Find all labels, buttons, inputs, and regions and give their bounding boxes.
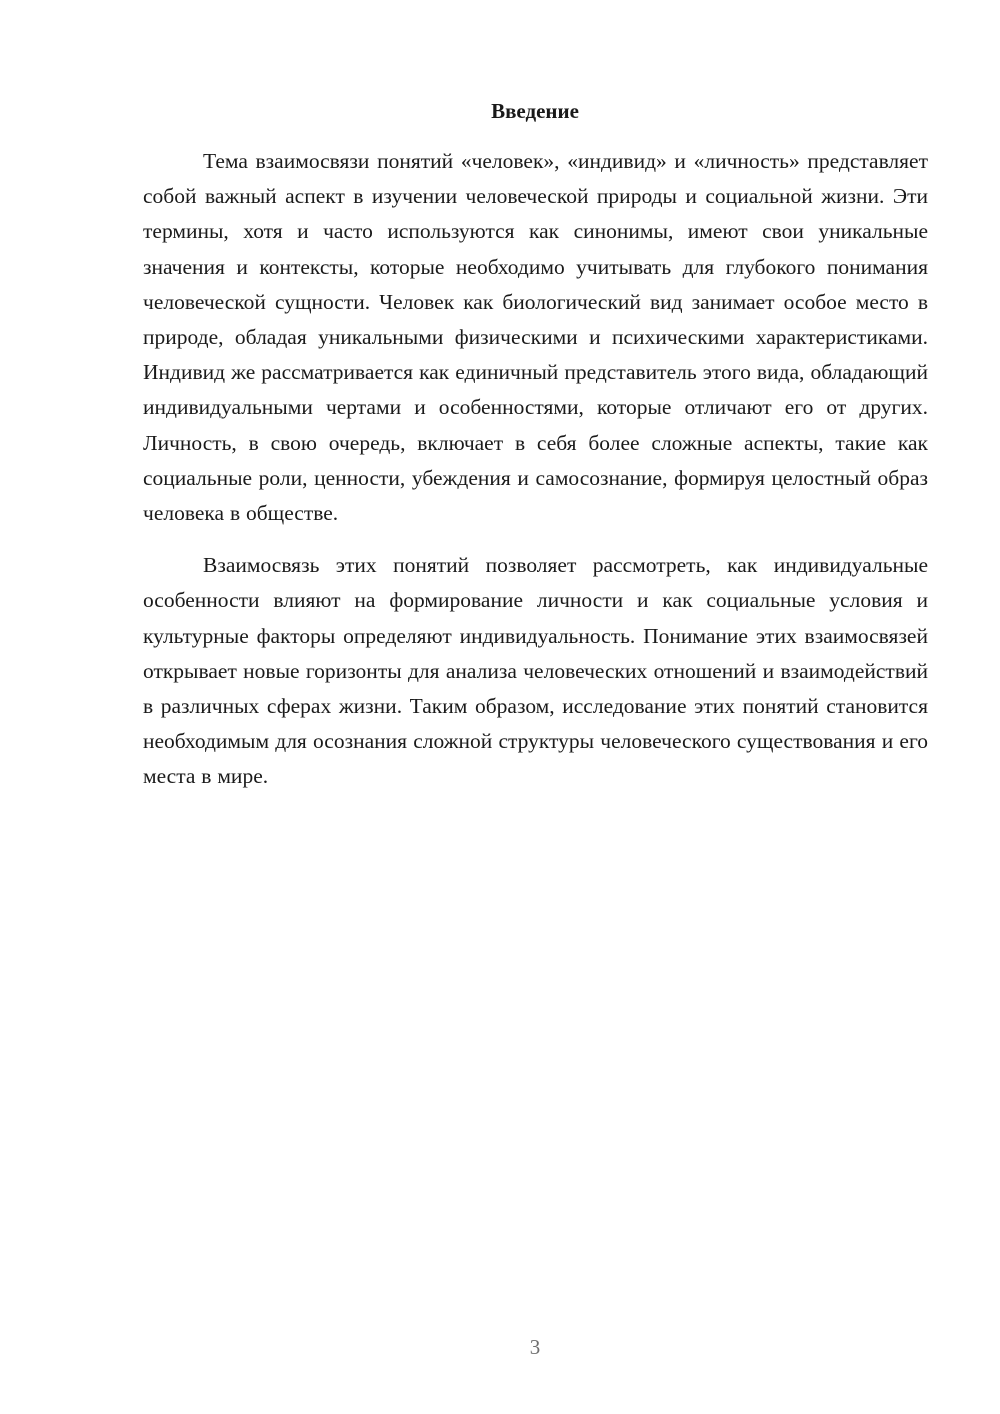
paragraph: Тема взаимосвязи понятий «человек», «индивид» и «личность» представляет собой важный аспект в изучении человеческой природы и социальной жизни. Эти термины, хотя и часто используются как синонимы, имеют свои уникальные значения и контексты, которые необходимо учитывать для глубокого понимания человеческой сущности. Человек как биологический вид занимает особое место в природе, обладая уникальными физическими и психическими характеристиками. Индивид же рассматривается как единичный представитель этого вида, обладающий индивидуальными чертами и особенностями, которые отличают его от других. Личность, в свою очередь, включает в себя более сложные аспекты, такие как социальные роли, ценности, убеждения и самосознание, формируя целостный образ человека в обществе. xyxy=(143,149,928,526)
paragraph: Взаимосвязь этих понятий позволяет рассмотреть, как индивидуальные особенности влияют на формирование личности и как социальные условия и культурные факторы определяют индивидуальность. Понимание этих взаимосвязей открывает новые горизонты для анализа человеческих отношений и взаимодействий в различных сферах жизни. Таким образом, исследование этих понятий становится необходимым для осознания сложной структуры человеческого существования и его места в мире. xyxy=(143,553,928,789)
page-number: 3 xyxy=(529,1335,541,1359)
document-body xyxy=(143,144,928,795)
page-title: Введение xyxy=(491,99,579,123)
